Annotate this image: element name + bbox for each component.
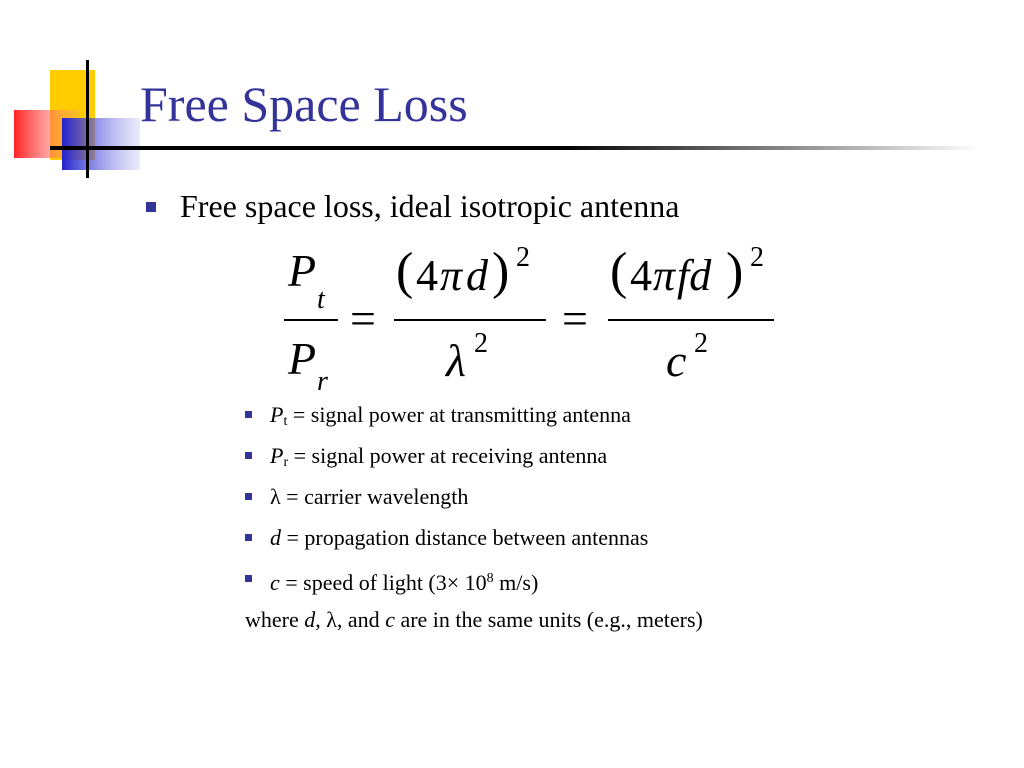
bullet-square-icon — [245, 493, 252, 500]
mid-num-four: 4 — [416, 251, 438, 300]
bullet-square-icon — [146, 202, 156, 212]
note-symbol-c: c — [385, 607, 395, 632]
mid-num-d: d — [466, 251, 488, 300]
mid-open-paren: ( — [396, 243, 414, 300]
bullet-square-icon — [245, 575, 252, 582]
definition-text: = signal power at receiving antenna — [288, 443, 608, 468]
definition-text: = speed of light (3× 10 — [279, 570, 487, 595]
note-text: are in the same units (e.g., meters) — [394, 607, 703, 632]
definition-item — [245, 517, 703, 558]
equals-1: = — [350, 293, 376, 344]
logo-vertical-line — [86, 60, 89, 178]
definition-text: = propagation distance between antennas — [281, 525, 649, 550]
rhs-num-exp: 2 — [750, 242, 764, 273]
note-text: , and — [336, 607, 386, 632]
units-note — [245, 599, 703, 640]
lhs-numerator-sub: t — [317, 284, 325, 315]
rhs-open-paren: ( — [610, 243, 628, 300]
free-space-loss-formula — [270, 238, 790, 398]
definition-tail: m/s) — [493, 570, 539, 595]
symbol-pr: P — [270, 443, 284, 468]
slide-logo — [0, 0, 140, 190]
definition-item — [245, 558, 703, 599]
symbol-pr-sub: r — [283, 455, 289, 470]
definition-item — [245, 476, 703, 517]
rhs-num-four: 4 — [630, 251, 652, 300]
lhs-numerator: P — [288, 245, 317, 296]
mid-num-exp: 2 — [516, 242, 530, 273]
note-text: where — [245, 607, 305, 632]
equals-2: = — [562, 293, 588, 344]
bullet-square-icon — [245, 452, 252, 459]
slide-title: Free Space Loss — [140, 76, 468, 132]
mid-close-paren: ) — [492, 243, 510, 300]
definitions-list — [245, 394, 703, 640]
title-underline — [50, 146, 980, 150]
rhs-close-paren: ) — [726, 243, 744, 300]
definition-text: = signal power at transmitting antenna — [287, 402, 631, 427]
mid-num-pi: π — [440, 251, 463, 300]
note-text: , — [315, 607, 327, 632]
logo-blue-bar — [62, 118, 140, 170]
note-symbol-d: d — [304, 607, 316, 632]
symbol-d: d — [270, 525, 281, 550]
rhs-num-pi: π — [653, 251, 676, 300]
definition-item — [245, 394, 703, 435]
definition-text: = carrier wavelength — [280, 484, 469, 509]
mid-den-lambda: λ — [446, 335, 466, 386]
rhs-den-c: c — [666, 335, 687, 386]
exponent: 8 — [486, 571, 494, 586]
symbol-pt-sub: t — [283, 414, 288, 429]
symbol-c: c — [270, 570, 280, 595]
bullet-square-icon — [245, 534, 252, 541]
mid-den-exp: 2 — [474, 328, 488, 359]
symbol-pt: P — [270, 402, 284, 427]
note-symbol-lambda: λ — [326, 607, 337, 632]
rhs-num-fd: fd — [677, 251, 712, 300]
definition-item — [245, 435, 703, 476]
symbol-lambda: λ — [270, 484, 281, 509]
lhs-denominator: P — [288, 333, 317, 384]
bullet-square-icon — [245, 411, 252, 418]
lhs-denominator-sub: r — [317, 366, 328, 397]
rhs-den-exp: 2 — [694, 328, 708, 359]
main-bullet — [146, 186, 679, 226]
main-bullet-text: Free space loss, ideal isotropic antenna — [180, 188, 680, 224]
